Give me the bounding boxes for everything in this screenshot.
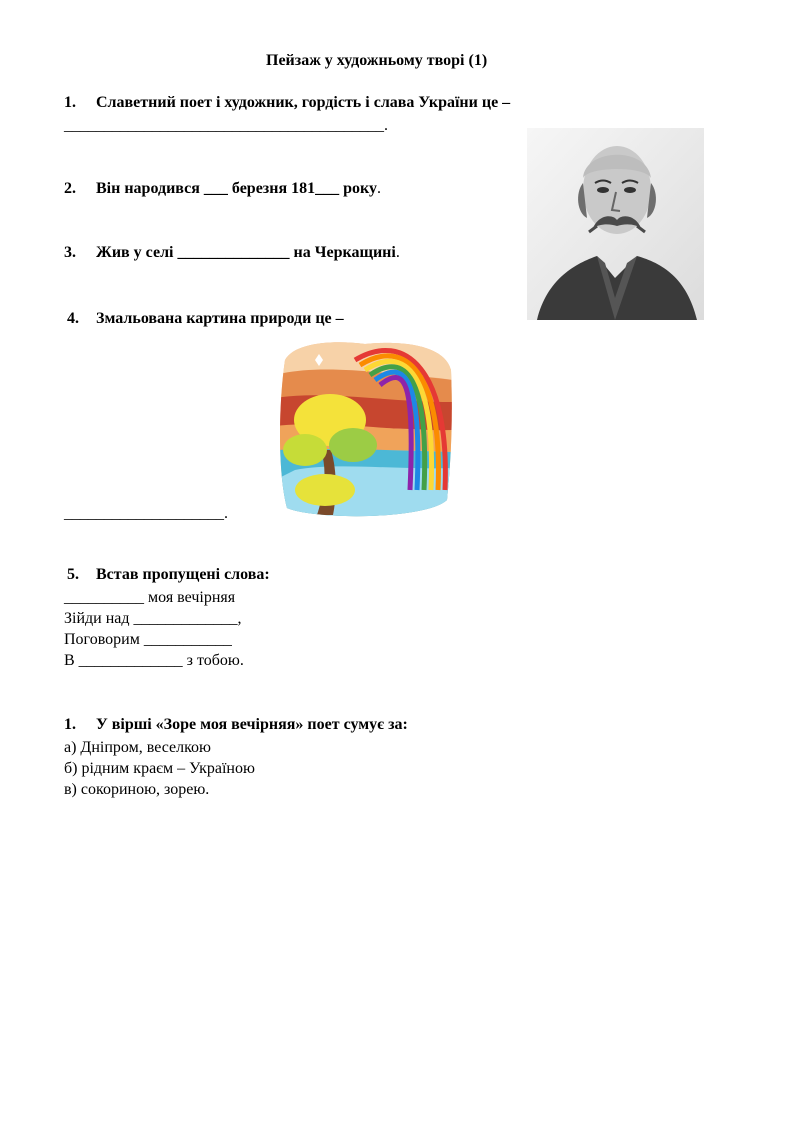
poem-line[interactable]: Поговорим ___________ (64, 631, 232, 648)
question-number: 1. (64, 716, 76, 733)
answer-blank-4[interactable]: ____________________. (64, 505, 228, 522)
question-1 (64, 94, 510, 112)
question-number: 1. (64, 94, 76, 111)
question-5 (67, 566, 270, 584)
question-6 (64, 716, 408, 734)
poem-line[interactable]: __________ моя вечірняя (64, 589, 236, 606)
question-4 (67, 310, 344, 328)
question-end: . (395, 244, 400, 261)
question-number: 2. (64, 180, 76, 197)
answer-blank-1[interactable]: ________________________________________. (64, 117, 388, 134)
question-text: Встав пропущені слова: (96, 566, 270, 583)
answer-option[interactable]: в) сокориною, зорею. (64, 781, 210, 798)
question-text: У вірші «Зоре моя вечірняя» поет сумує за: (96, 716, 408, 733)
question-text[interactable]: Він народився ___ березня 181___ року (96, 180, 377, 197)
answer-option[interactable]: а) Дніпром, веселкою (64, 739, 211, 756)
page-title: Пейзаж у художньому творі (1) (266, 52, 488, 69)
portrait-illustration (527, 128, 704, 320)
poem-line[interactable]: Зійди над _____________, (64, 610, 242, 627)
question-text[interactable]: Жив у селі ______________ на Черкащині (96, 244, 396, 261)
landscape-illustration (275, 340, 453, 520)
poem-line[interactable]: В _____________ з тобою. (64, 652, 244, 669)
question-2 (64, 180, 381, 198)
question-text: Славетний поет і художник, гордість і слава України це – (96, 94, 511, 111)
answer-option[interactable]: б) рідним краєм – Україною (64, 760, 255, 777)
question-end: . (376, 180, 381, 197)
question-number: 5. (67, 566, 79, 583)
question-3 (64, 244, 400, 262)
question-number: 4. (67, 310, 79, 327)
question-text: Змальована картина природи це – (96, 310, 344, 327)
question-number: 3. (64, 244, 76, 261)
